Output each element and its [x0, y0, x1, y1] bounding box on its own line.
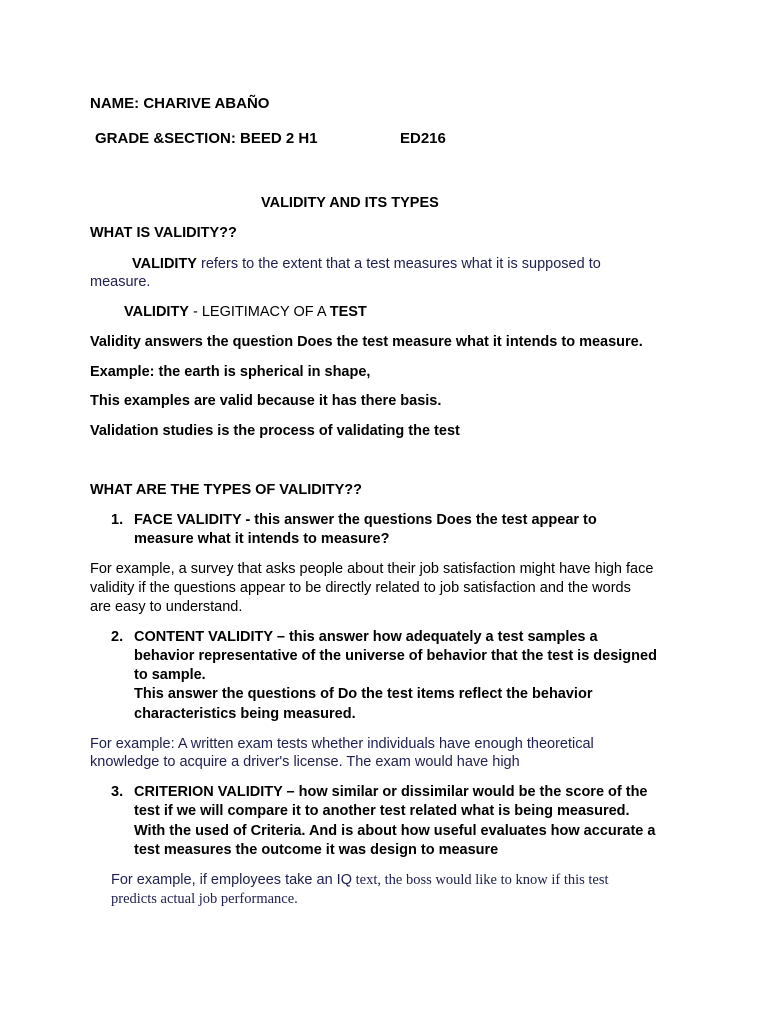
face-validity-example-line-2: validity if the questions appear to be directly related to job satisfaction and the words [90, 580, 631, 596]
list-item-2-line-1: CONTENT VALIDITY – this answer how adequately a test samples a [134, 629, 598, 645]
list-item-2-line-5: characteristics being measured. [134, 706, 356, 722]
validity-question-paragraph: Validity answers the question Does the test measure what it intends to measure. [90, 334, 643, 350]
list-item-1-line-1: FACE VALIDITY - this answer the questions Does the test appear to [134, 512, 597, 528]
section-heading-types-of-validity: WHAT ARE THE TYPES OF VALIDITY?? [90, 482, 363, 498]
legitimacy-separator: - LEGITIMACY OF A [188, 304, 330, 320]
legitimacy-test: TEST [329, 304, 367, 320]
course-code: ED216 [400, 130, 446, 147]
list-item-2-line-4: This answer the questions of Do the test items reflect the behavior [134, 686, 593, 702]
list-item-2-number: 2. [111, 629, 124, 645]
list-item-2-line-2: behavior representative of the universe of behavior that the test is designed [134, 648, 657, 664]
definition-term: VALIDITY [132, 256, 197, 272]
criterion-example-sans-part: For example, if employees take an IQ [111, 872, 352, 888]
criterion-example-serif-part: text, the boss would like to know if this test [351, 872, 609, 888]
list-item-1-line-2: measure what it intends to measure? [134, 531, 390, 547]
list-item-2-line-3: to sample. [134, 667, 206, 683]
validation-studies-paragraph: Validation studies is the process of validating the test [90, 423, 460, 439]
legitimacy-term: VALIDITY [124, 304, 189, 320]
example-paragraph: Example: the earth is spherical in shape, [90, 364, 371, 380]
face-validity-example-line-1: For example, a survey that asks people about their job satisfaction might have high face [90, 561, 654, 577]
valid-basis-paragraph: This examples are valid because it has there basis. [90, 393, 442, 409]
content-validity-example-line-2: knowledge to acquire a driver's license. The exam would have high [90, 754, 520, 770]
list-item-3-line-3: With the used of Criteria. And is about how useful evaluates how accurate a [134, 823, 656, 839]
grade-section: GRADE &SECTION: BEED 2 H1 [95, 130, 318, 147]
list-item-3-line-2: test if we will compare it to another test related what is being measured. [134, 803, 630, 819]
list-item-3-line-1: CRITERION VALIDITY – how similar or dissimilar would be the score of the [134, 784, 648, 800]
content-validity-example-line-1: For example: A written exam tests whether individuals have enough theoretical [90, 736, 594, 752]
definition-line-2: measure. [90, 274, 151, 290]
definition-text: refers to the extent that a test measures what it is supposed to [196, 256, 601, 272]
criterion-validity-example-line-1 [111, 871, 609, 890]
page-title: VALIDITY AND ITS TYPES [261, 195, 439, 211]
student-name: NAME: CHARIVE ABAÑO [90, 95, 270, 112]
list-item-3-line-4: test measures the outcome it was design to measure [134, 842, 499, 858]
definition-line-1 [132, 255, 601, 274]
legitimacy-line [124, 303, 367, 322]
section-heading-what-is-validity: WHAT IS VALIDITY?? [90, 225, 237, 241]
face-validity-example-line-3: are easy to understand. [90, 599, 243, 615]
list-item-3-number: 3. [111, 784, 124, 800]
criterion-validity-example-line-2: predicts actual job performance. [111, 891, 298, 907]
list-item-1-number: 1. [111, 512, 124, 528]
